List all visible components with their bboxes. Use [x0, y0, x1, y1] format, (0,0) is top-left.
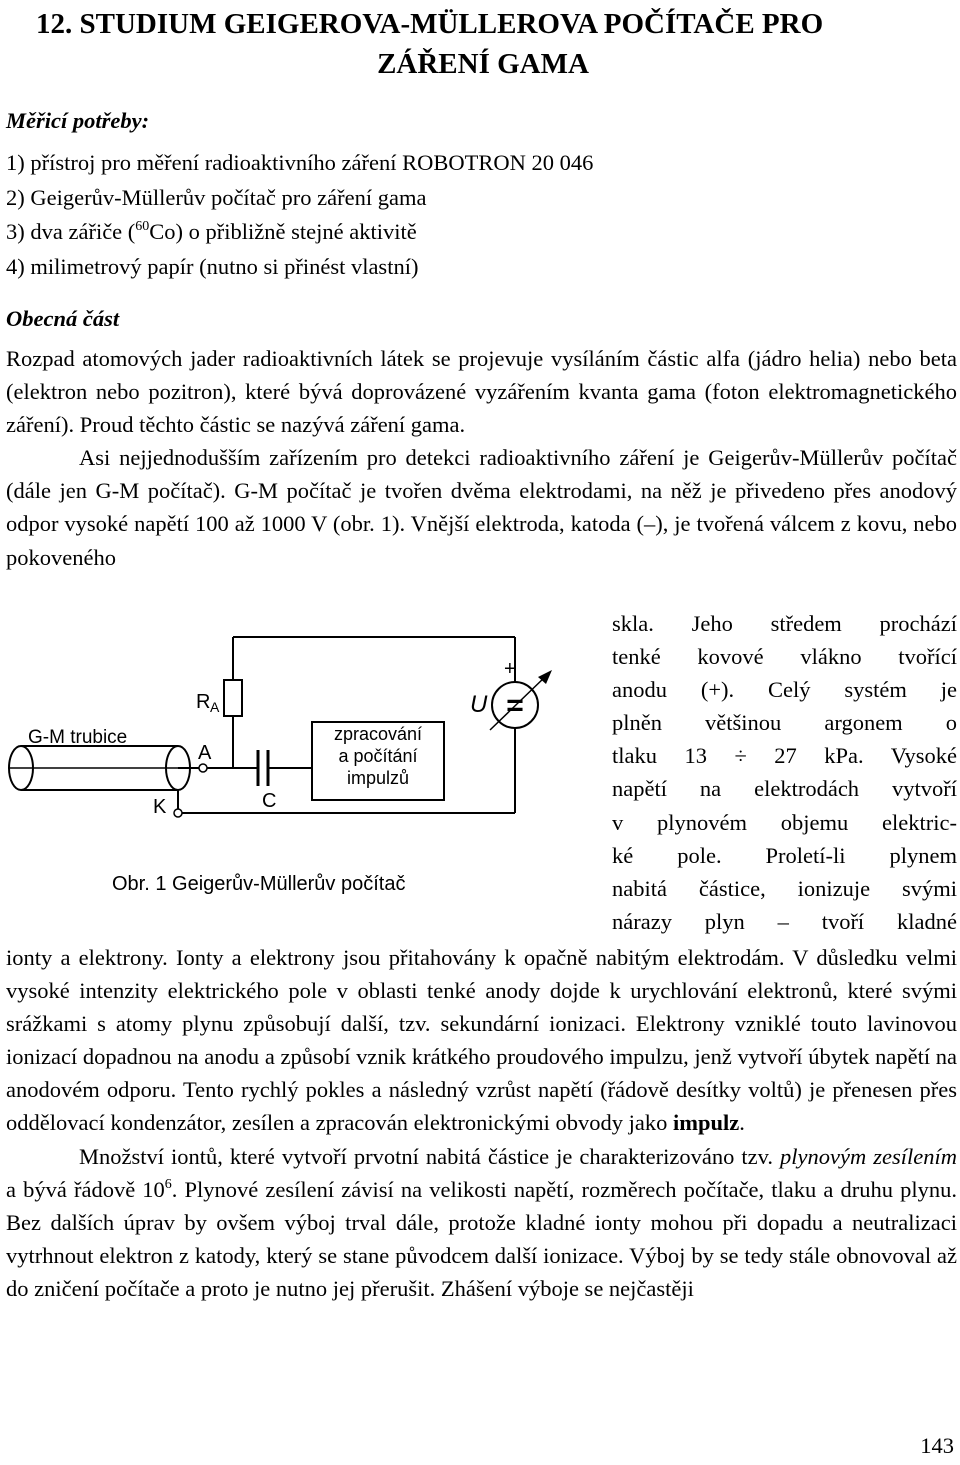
paragraph-text: a bývá řádově 10 [6, 1176, 165, 1202]
dc-symbol: = [506, 689, 524, 722]
box-line-3: impulzů [346, 768, 410, 788]
cathode-label: K [153, 796, 167, 818]
impulse-term: impulz [672, 1110, 740, 1136]
list-item-text: 3) dva zářiče ( [6, 219, 136, 244]
cathode-terminal [174, 809, 182, 817]
general-text-bottom [6, 941, 957, 1305]
figure-caption: Obr. 1 Geigerův-Müllerův počítač [112, 873, 406, 895]
list-item: 1) přístroj pro měření radioaktivního záření ROBOTRON 20 046 [6, 150, 594, 175]
box-line-1: zpracování [333, 724, 423, 744]
general-text-top [6, 342, 957, 574]
title-line-1: 12. STUDIUM GEIGEROVA-MÜLLEROVA POČÍTAČE PRO [36, 8, 824, 40]
resistor-subscript: A [210, 699, 220, 715]
exponent: 6 [164, 1176, 172, 1192]
capacitor-label: C [262, 790, 277, 812]
anode-resistor [224, 680, 242, 716]
paragraph-text: . [739, 1110, 745, 1136]
paragraph-text: Množství iontů, které vytvoří prvotní nabitá částice je charakterizováno tzv. [79, 1143, 781, 1169]
wrap-line: nabitá částice, ionizuje svými [612, 875, 957, 901]
wrap-line: napětí na elektrodách vytvoří [612, 776, 957, 802]
title-line-2: ZÁŘENÍ GAMA [377, 48, 589, 80]
paragraph-text: ionty a elektrony. Ionty a elektrony jsou přitahovány k opačně nabitým elektrodám. V důsledku velmi vysoké intenzity elektrického pole v oblasti tenké anody dojde k urychlování elektronů, které svými srážkami s atomy plynu způsobují další, tzv. sekundární ionizaci. Elektrony vzniklé touto lavinovou ionizací dopadnou na anodu a způsobí vznik krátkého proudového impulzu, jenž vytvoří úbytek napětí na anodovém odporu. Tento rychlý pokles a následný vzrůst napětí (řádově desítky voltů) je přenesen přes oddělovací kondenzátor, zesílen a zpracován elektronickými obvody jako [6, 945, 957, 1136]
paragraph [6, 1140, 957, 1305]
equipment-list [6, 146, 593, 284]
list-item [6, 215, 593, 250]
gm-counter-circuit-diagram [0, 630, 600, 900]
wrap-line: tlaku 13 ÷ 27 kPa. Vysoké [612, 743, 957, 769]
list-item: 2) Geigerův-Müllerův počítač pro záření gama [6, 184, 427, 210]
list-item-text: Co) o přibližně stejné aktivitě [149, 219, 417, 244]
wrap-line: tenké kovové vlákno tvořící [612, 644, 957, 670]
tube-label: G-M trubice [28, 727, 128, 748]
equipment-heading: Měřicí potřeby: [6, 108, 150, 133]
wrap-line: plněn většinou argonem o [612, 710, 957, 736]
voltage-label: U [470, 691, 488, 718]
page-title [6, 4, 960, 84]
wrap-line: nárazy plyn – tvoří kladné [612, 908, 957, 934]
box-line-2: a počítání [338, 746, 418, 766]
plus-sign: + [504, 658, 516, 680]
paragraph: Asi nejjednodušším zařízením pro detekci radioaktivního záření je Geigerův-Müllerův počítač (dále jen G-M počítač). G-M počítač je tvořen dvěma elektrodami, na něž je přivedeno přes anodový odpor vysoké napětí 100 až 1000 V (obr. 1). Vnější elektroda, katoda (–), je tvořená válcem z kovu, nebo pokoveného [6, 445, 957, 570]
paragraph-text: . Plynové zesílení závisí na velikosti napětí, rozměrech počítače, tlaku a druhu plynu. Bez dalších úprav by ovšem výboj trval dále, protože kladné ionty mohou při dopadu a neutralizaci vytrhnout elektron z katody, který se stane původcem další ionizace. Výboj by se tedy stále obnovoval až do zničení počítače a proto je nutno jej přerušit. Zhášení výboje se nejčastěji [6, 1176, 957, 1301]
anode-terminal [199, 764, 207, 772]
wrap-line: anodu (+). Celý systém je [612, 677, 957, 703]
paragraph [6, 941, 957, 1140]
resistor-label: R [196, 691, 211, 713]
wrap-line: skla. Jeho středem prochází [612, 611, 957, 636]
anode-label: A [198, 742, 212, 764]
paragraph: Rozpad atomových jader radioaktivních látek se projevuje vysíláním částic alfa (jádro helia) nebo beta (elektron nebo pozitron), které bývá doprovázené vyzářením kvanta gama (foton elektromagnetického záření). Proud těchto částic se nazývá záření gama. [6, 346, 957, 438]
wrap-line: v plynovém objemu elektric- [612, 809, 957, 835]
general-text-wrap [612, 607, 957, 938]
list-item: 4) milimetrový papír (nutno si přinést vlastní) [6, 253, 419, 279]
isotope-mass-number: 60 [135, 219, 150, 234]
page-number: 143 [920, 1433, 954, 1458]
general-heading: Obecná část [6, 306, 120, 331]
wrap-line: ké pole. Proletí-li plynem [612, 842, 957, 868]
gas-gain-term: plynovým zesílením [780, 1143, 957, 1169]
